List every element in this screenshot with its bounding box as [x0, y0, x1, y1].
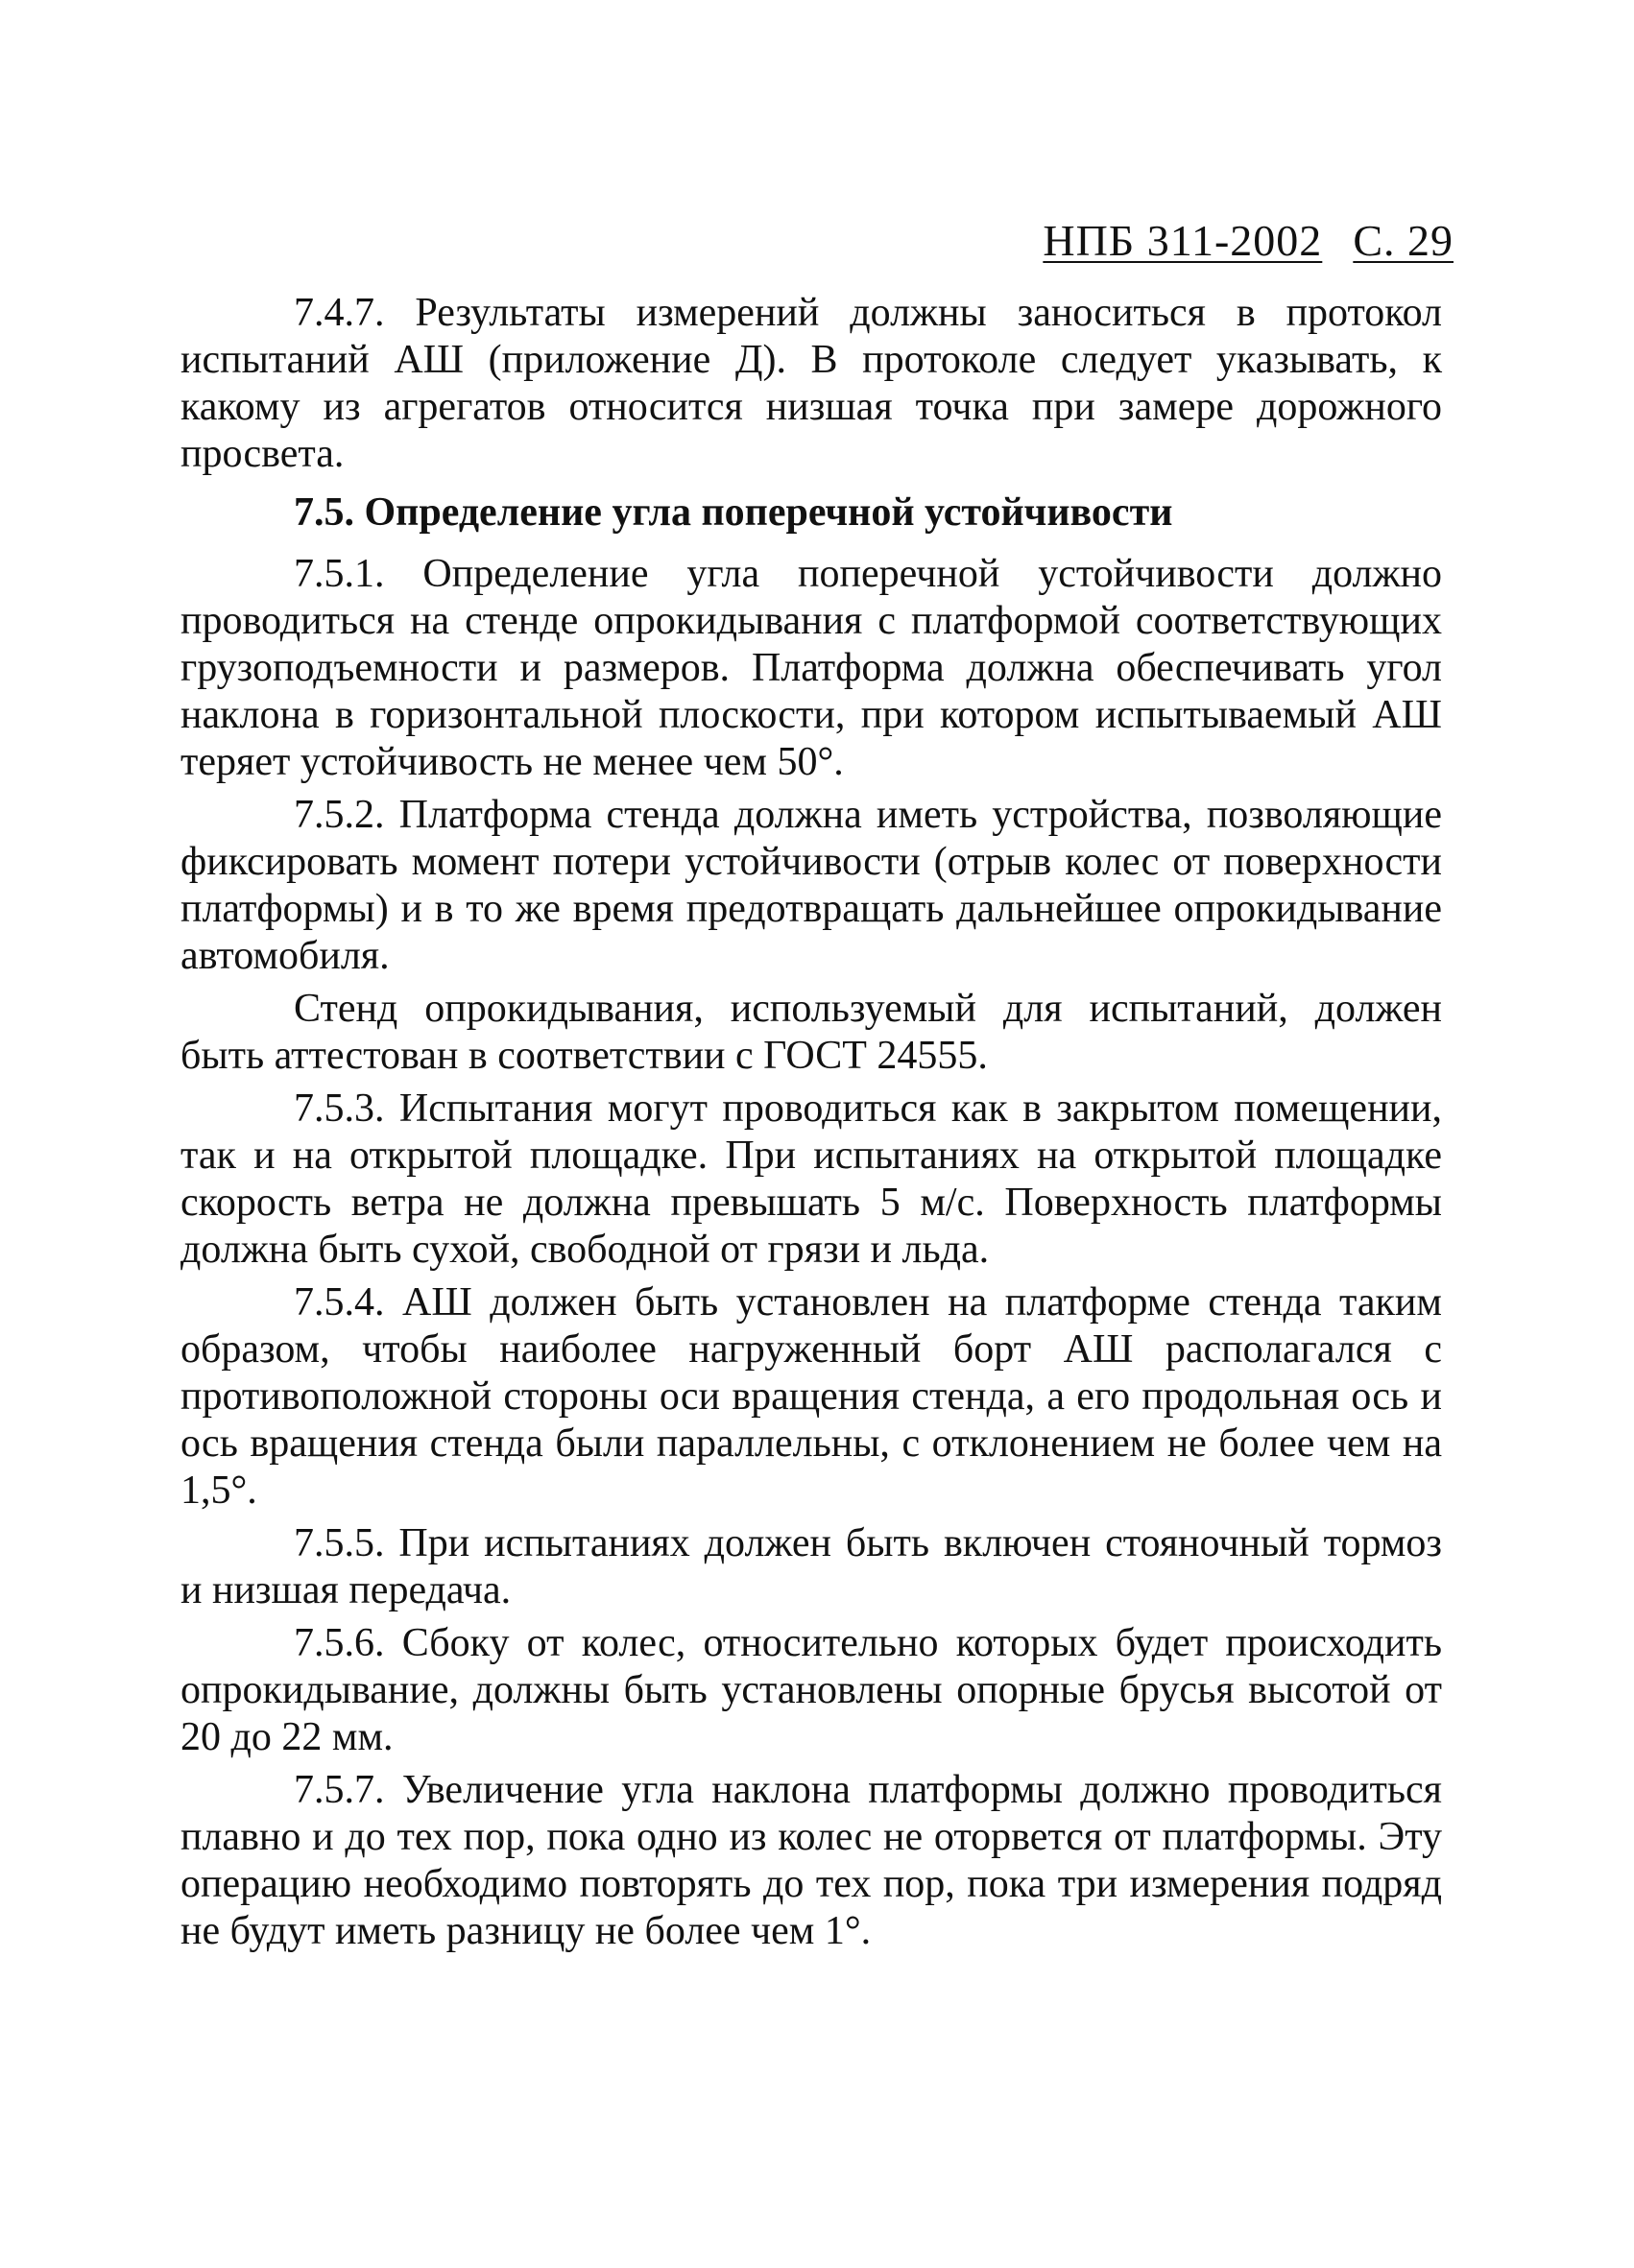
paragraph-7-5-5: 7.5.5. При испытаниях должен быть включен стояночный тормоз и низшая передача.: [180, 1521, 1442, 1612]
paragraph-7-5-3: 7.5.3. Испытания могут проводиться как в закрытом помещении, так и на открытой площадке. При испытаниях на открытой площадке скорость ветра не должна превышать 5 м/с. Поверхность платформы должна быть сухой, свободной от грязи и льда.: [180, 1086, 1442, 1272]
paragraph-7-5-1: 7.5.1. Определение угла поперечной устойчивости должно проводиться на стенде опрокидывания с платформой соответствующих грузоподъемности и размеров. Платформа должна обеспечивать угол наклона в горизонтальной плоскости, при котором испытываемый АШ теряет устойчивость не менее чем 50°.: [180, 552, 1442, 784]
paragraph-7-5-4: 7.5.4. АШ должен быть установлен на платформе стенда таким образом, чтобы наиболее нагруженный борт АШ располагался с противоположной стороны оси вращения стенда, а его продольная ось и ось вращения стенда были параллельны, с отклонением не более чем на 1,5°.: [180, 1280, 1442, 1513]
document-body: [180, 290, 1442, 1955]
paragraph-7-5-2-stand: Стенд опрокидывания, используемый для испытаний, должен быть аттестован в соответствии с ГОСТ 24555.: [180, 987, 1442, 1078]
paragraph-7-5-6: 7.5.6. Сбоку от колес, относительно которых будет происходить опрокидывание, должны быть установлены опорные брусья высотой от 20 до 22 мм.: [180, 1621, 1442, 1759]
paragraph-7-5-2: 7.5.2. Платформа стенда должна иметь устройства, позволяющие фиксировать момент потери устойчивости (отрыв колес от поверхности платформы) и в то же время предотвращать дальнейшее опрокидывание автомобиля.: [180, 793, 1442, 978]
paragraph-7-5-7: 7.5.7. Увеличение угла наклона платформы должно проводиться плавно и до тех пор, пока одно из колес не оторвется от платформы. Эту операцию необходимо повторять до тех пор, пока три измерения подряд не будут иметь разницу не более чем 1°.: [180, 1768, 1442, 1953]
document-code: НПБ 311-2002: [1043, 216, 1323, 265]
paragraph-7-4-7: 7.4.7. Результаты измерений должны заноситься в протокол испытаний АШ (приложение Д). В протоколе следует указывать, к какому из агрегатов относится низшая точка при замере дорожного просвета.: [180, 291, 1442, 476]
running-header: [1043, 213, 1454, 269]
page-number: С. 29: [1353, 216, 1454, 265]
section-heading-7-5: 7.5. Определение угла поперечной устойчивости: [294, 490, 1173, 535]
